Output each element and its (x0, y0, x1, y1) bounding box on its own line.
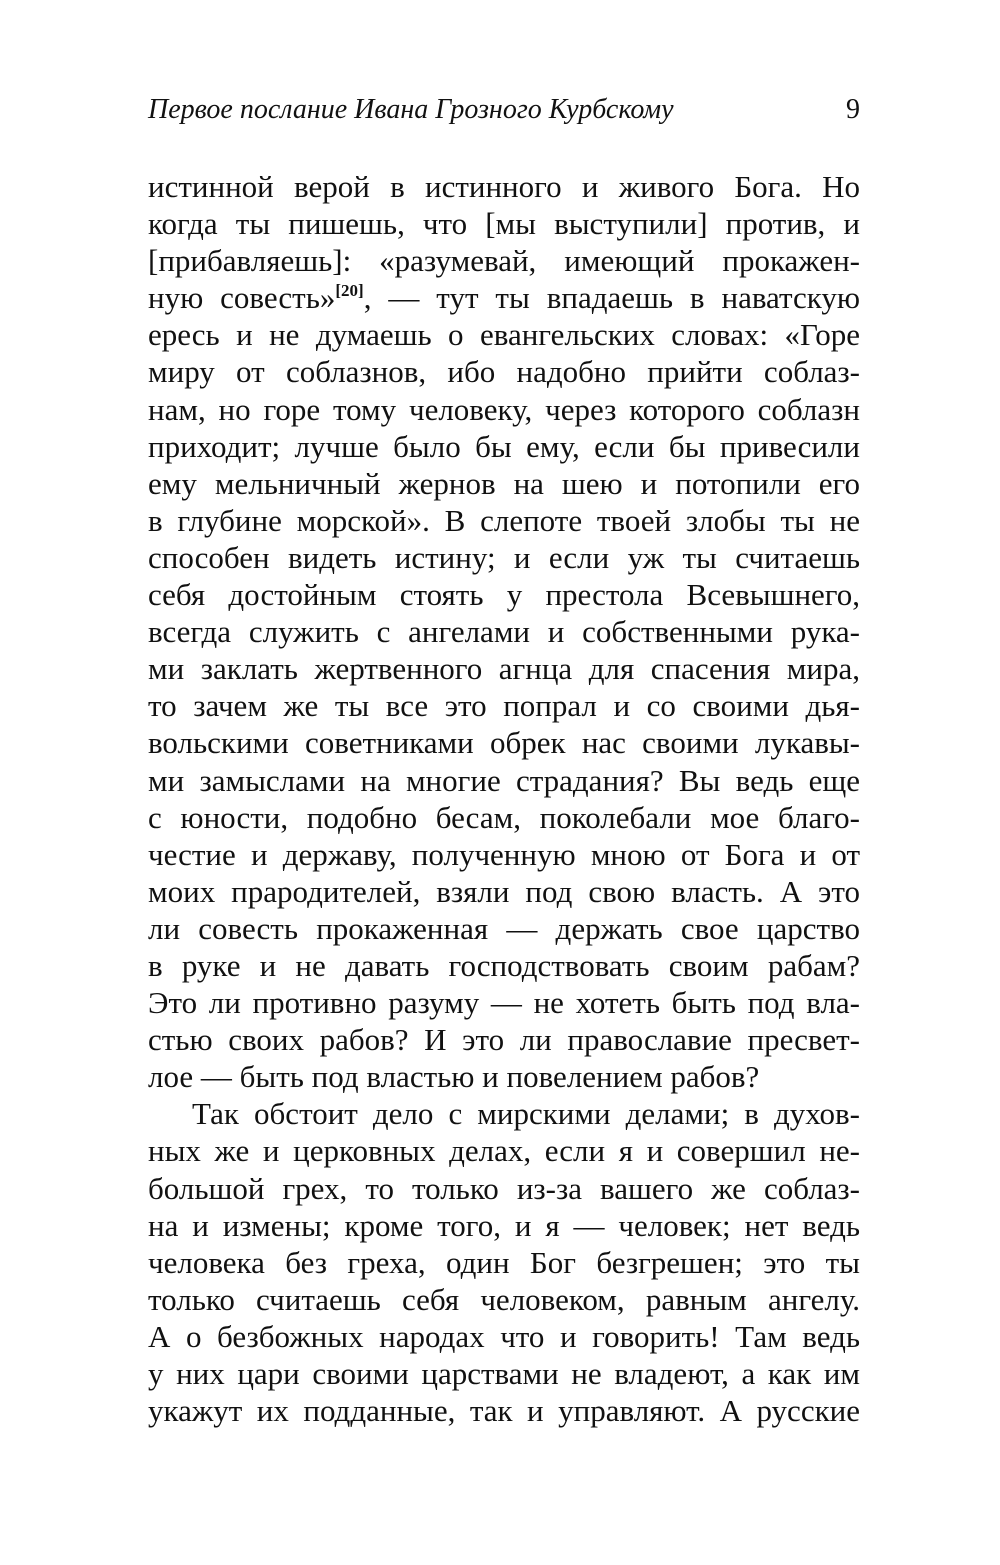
text-fragment: , — тут ты впадаешь в наватскую (363, 280, 860, 316)
text-line: ми заклать жертвенного агнца для спасения мира, (148, 651, 860, 687)
page-number: 9 (846, 94, 860, 125)
text-line: вольскими советниками обрек нас своими лукавы- (148, 725, 860, 761)
text-line-with-footnote (148, 279, 860, 316)
text-line: в глубине морской». В слепоте твоей злобы ты не (148, 502, 860, 538)
text-line: ных же и церковных делах, если я и совершил не- (148, 1133, 860, 1169)
text-line: честие и державу, полученную мною от Бога и от (148, 836, 860, 872)
running-head (148, 88, 860, 132)
text-line: ми замыслами на многие страдания? Вы ведь еще (148, 762, 860, 798)
text-line: [прибавляешь]: «разумевай, имеющий прокажен- (148, 243, 860, 279)
paragraph-first-line: Так обстоит дело с мирскими делами; в духов- (192, 1096, 860, 1132)
text-line: приходит; лучше было бы ему, если бы привесили (148, 428, 860, 464)
text-line: А о безбожных народах что и говорить! Там ведь (148, 1318, 860, 1354)
text-line: когда ты пишешь, что [мы выступили] против, и (148, 206, 860, 242)
text-line: укажут их подданные, так и управляют. А русские (148, 1393, 860, 1429)
text-line: моих прародителей, взяли под свою власть. А это (148, 873, 860, 909)
text-line: истинной верой в истинного и живого Бога. Но (148, 169, 860, 204)
text-line: человека без греха, один Бог безгрешен; это ты (148, 1244, 860, 1280)
text-line: на и измены; кроме того, и я — человек; нет ведь (148, 1207, 860, 1243)
text-line: только считаешь себя человеком, равным ангелу. (148, 1281, 860, 1317)
footnote-reference[interactable]: [20] (335, 281, 364, 301)
text-line: ересь и не думаешь о евангельских словах: «Горе (148, 317, 860, 353)
text-line: стью своих рабов? И это ли православие пресвет- (148, 1022, 860, 1058)
text-line: всегда служить с ангелами и собственными рука- (148, 614, 860, 650)
body-text (148, 168, 860, 1429)
text-line: у них цари своими царствами не владеют, а как им (148, 1356, 860, 1391)
text-line: нам, но горе тому человеку, через которого соблазн (148, 391, 860, 427)
text-line: миру от соблазнов, ибо надобно прийти соблаз- (148, 354, 860, 390)
text-line: способен видеть истину; и если уж ты считаешь (148, 539, 860, 575)
text-line: то зачем же ты все это попрал и со своими дья- (148, 688, 860, 724)
text-line: себя достойным стоять у престола Всевышнего, (148, 577, 860, 613)
text-line: ему мельничный жернов на шею и потопили его (148, 465, 860, 501)
text-line: с юности, подобно бесам, поколебали мое благо- (148, 799, 860, 835)
text-line: ли совесть прокаженная — держать свое царство (148, 910, 860, 946)
text-fragment: ную совесть» (148, 280, 336, 316)
text-line: Это ли противно разуму — не хотеть быть под вла- (148, 985, 860, 1021)
paragraph-last-line: лое — быть под властью и повелением рабов? (148, 1059, 760, 1095)
running-title: Первое послание Ивана Грозного Курбскому (148, 94, 674, 125)
text-line: большой грех, то только из-за вашего же соблаз- (148, 1170, 860, 1206)
text-line: в руке и не давать господствовать своим рабам? (148, 947, 860, 983)
